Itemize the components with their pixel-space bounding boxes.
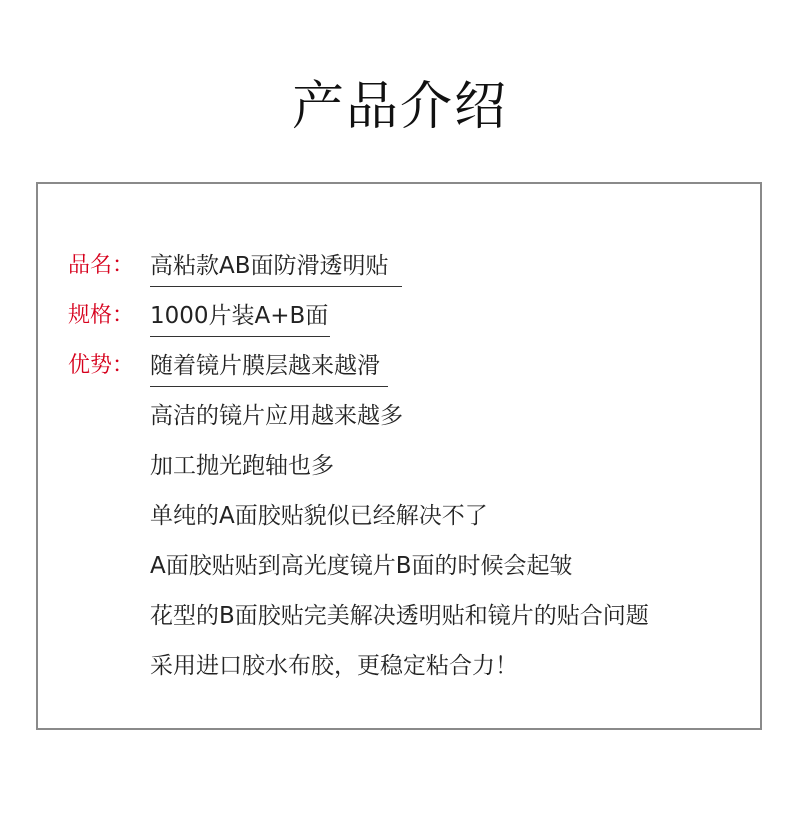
- field-value-spec: 1000片装A+B面: [150, 303, 329, 329]
- advantage-line: 高洁的镜片应用越来越多: [150, 403, 403, 429]
- advantage-line: 花型的B面胶贴完美解决透明贴和镜片的贴合问题: [150, 603, 649, 629]
- advantage-line: 加工抛光跑轴也多: [150, 453, 334, 479]
- field-value-advantage: 随着镜片膜层越来越滑: [150, 353, 380, 379]
- field-label-advantage: 优势：: [68, 353, 135, 378]
- advantage-line: 单纯的A面胶贴貌似已经解决不了: [150, 503, 488, 529]
- field-underline-name: [150, 286, 402, 287]
- field-label-name: 品名：: [68, 253, 135, 278]
- advantage-line: A面胶贴贴到高光度镜片B面的时候会起皱: [150, 553, 573, 579]
- field-underline-advantage: [150, 386, 388, 387]
- product-info-box: [36, 182, 762, 730]
- field-label-spec: 规格：: [68, 303, 135, 328]
- field-value-name: 高粘款AB面防滑透明贴: [150, 253, 389, 279]
- field-underline-spec: [150, 336, 330, 337]
- page-title: 产品介绍: [291, 77, 508, 137]
- advantage-line: 采用进口胶水布胶，更稳定粘合力！: [150, 653, 518, 679]
